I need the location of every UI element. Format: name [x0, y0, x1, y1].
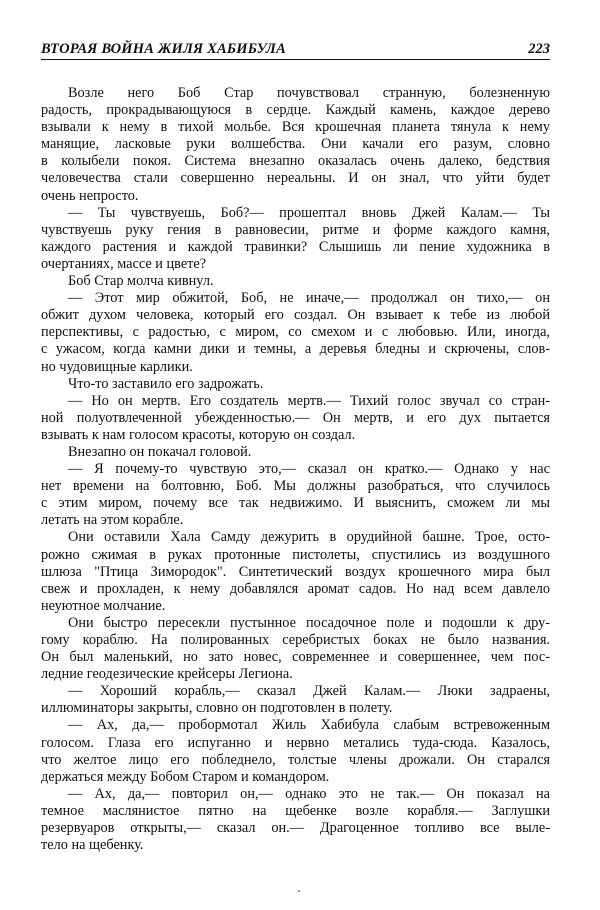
- paragraph: [41, 376, 550, 393]
- text-line: Боб Стар молча кивнул.: [68, 273, 214, 290]
- text-line: перспективы, с радостью, с миром, со смехом и с любовью. Или, иногда,: [41, 324, 550, 341]
- text-line: что желтое лицо его побледнело, толстые члены дрожали. Он старался: [41, 751, 550, 768]
- text-line: ледние геодезические крейсеры Легиона.: [41, 666, 293, 683]
- text-line: летать на этом корабле.: [41, 512, 184, 529]
- text-line: держаться между Бобом Старом и командором.: [41, 768, 330, 785]
- paragraph: [41, 290, 550, 375]
- paragraph: [41, 461, 550, 529]
- text-line: с ужасом, когда камни дики и темны, а деревья бледны и скрючены, слов-: [41, 341, 550, 358]
- text-line: с этим миром, почему все так недвижимо. И выяснить, сможем ли мы: [41, 495, 550, 512]
- text-line: — Я почему-то чувствую это,— сказал он кратко.— Однако у нас: [68, 461, 550, 478]
- text-line: — Хороший корабль,— сказал Джей Калам.— Люки задраены,: [68, 683, 550, 700]
- text-line: очень непросто.: [41, 187, 139, 204]
- text-line: человечества стали совершенно нереальны. И он знал, что уйти будет: [41, 170, 550, 187]
- text-line: темное маслянистое пятно на щебенке возле корабля.— Заглушки: [41, 802, 550, 819]
- text-line: Что-то заставило его задрожать.: [68, 375, 264, 392]
- paragraph: [41, 393, 550, 444]
- text-line: Они быстро пересекли пустынное посадочное поле и подошли к дру-: [68, 614, 550, 631]
- text-line: иллюминаторы закрыты, словно он подготовлен в полету.: [41, 700, 393, 717]
- page-number: 223: [528, 41, 550, 57]
- text-line: нет времени на болтовню, Боб. Мы должны разобраться, что случилось: [41, 478, 550, 495]
- text-line: — Этот мир обжитой, Боб, не иначе,— продолжал он тихо,— он: [68, 290, 550, 307]
- text-line: — Ты чувствуешь, Боб?— прошептал вновь Джей Калам.— Ты: [68, 204, 550, 221]
- paragraph: [41, 529, 550, 614]
- paragraph: [41, 205, 550, 273]
- text-line: свеж и прохладен, к нему добавлялся аромат садов. Но над всем давлело: [41, 580, 550, 597]
- text-line: взывали к нему в тихой мольбе. Вся крошечная планета тянула к нему: [41, 119, 550, 136]
- text-line: Они оставили Хала Самду дежурить в орудийной башне. Трое, осто-: [68, 529, 550, 546]
- text-line: Возле него Боб Стар почувствовал странную, болезненную: [68, 85, 550, 101]
- text-line: Он был маленький, но зато новес, современнее и совершеннее, чем пос-: [41, 649, 550, 666]
- text-line: Внезапно он покачал головой.: [68, 443, 252, 460]
- text-line: в колыбели покоя. Система внезапно оказалась очень далеко, бедствия: [41, 153, 550, 170]
- paragraph: [41, 786, 550, 854]
- text-line: взывать к нам голосом красоты, которую он создал.: [41, 426, 356, 443]
- paragraph: [41, 444, 550, 461]
- text-line: тело на щебенку.: [41, 837, 144, 854]
- text-line: ной полуотвлеченной убежденностью.— Он мертв, и его дух пытается: [41, 409, 550, 426]
- text-line: — Но он мертв. Его создатель мертв.— Тихий голос звучал со стран-: [68, 392, 550, 409]
- scan-speck: [298, 890, 300, 892]
- paragraph: [41, 273, 550, 290]
- paragraph: [41, 683, 550, 717]
- text-line: рожно сжимая в руках протонные пистолеты, спустились из воздушного: [41, 546, 550, 563]
- paragraph: [41, 717, 550, 785]
- running-title: ВТОРАЯ ВОЙНА ЖИЛЯ ХАБИБУЛА: [41, 41, 286, 57]
- running-header: [41, 40, 550, 60]
- page-body: [41, 85, 550, 854]
- text-line: — Ах, да,— повторил он,— однако это не так.— Он показал на: [68, 785, 550, 802]
- text-line: чувствуешь руку гения в равновесии, ритме и форме каждого камня,: [41, 221, 550, 238]
- paragraph: [41, 85, 550, 205]
- text-line: каждого растения и каждой травинки? Слышишь ли пение художника в: [41, 238, 550, 255]
- text-line: неуютное молчание.: [41, 597, 166, 614]
- text-line: радость, прокрадывающуюся в сердце. Каждый камень, каждое дерево: [41, 102, 550, 119]
- text-line: резервуаров открыты,— сказал он.— Драгоценное топливо все выле-: [41, 820, 550, 837]
- text-line: обжит духом человека, который его создал. Он взывает к тебе из любой: [41, 307, 550, 324]
- text-line: голосом. Глаза его испуганно и нервно метались туда-сюда. Казалось,: [41, 734, 550, 751]
- paragraph: [41, 615, 550, 683]
- text-line: шлюза "Птица Зимородок". Синтетический воздух крошечного мира был: [41, 563, 550, 580]
- text-line: гому кораблю. На полированных серебристых боках не было названия.: [41, 632, 550, 648]
- text-line: — Ах, да,— пробормотал Жиль Хабибула слабым встревоженным: [68, 717, 550, 734]
- text-line: манящие, ласковые руки волшебства. Они качали его разум, словно: [41, 136, 550, 153]
- text-line: но чудовищные карлики.: [41, 358, 193, 375]
- text-line: очертаниях, массе и цвете?: [41, 255, 207, 272]
